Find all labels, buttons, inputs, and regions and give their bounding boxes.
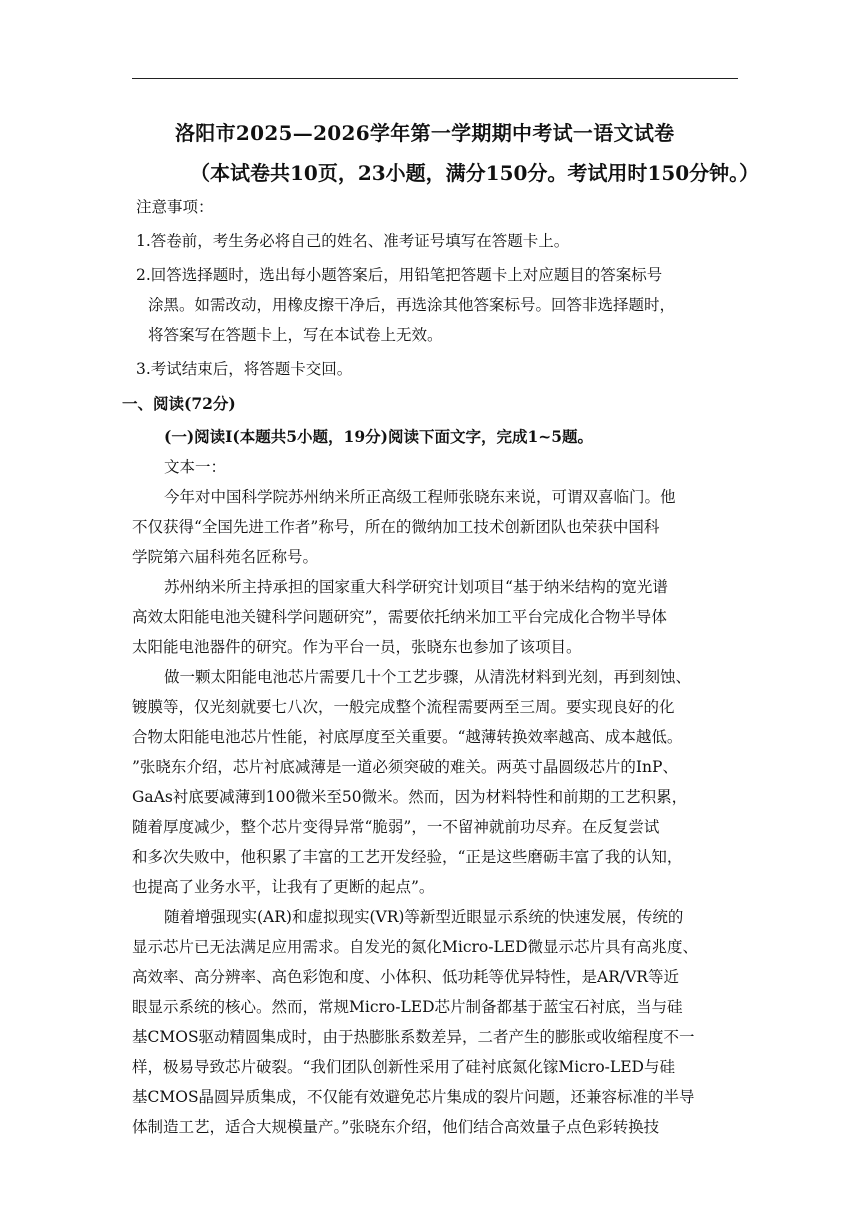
paragraph-line: 镀膜等，仅光刻就要七八次，一般完成整个流程需要两至三周。要实现良好的化 xyxy=(132,698,675,716)
paragraph-line: 高效率、高分辨率、高色彩饱和度、小体积、低功耗等优异特性，是AR/VR等近 xyxy=(132,968,679,986)
paragraph-line: 不仅获得“全国先进工作者”称号，所在的微纳加工技术创新团队也荣获中国科 xyxy=(132,518,660,536)
notice-item-1: 1.答卷前，考生务必将自己的姓名、准考证号填写在答题卡上。 xyxy=(136,232,570,250)
paragraph-line: 样，极易导致芯片破裂。“我们团队创新性采用了硅衬底氮化镓Micro-LED与硅 xyxy=(132,1058,675,1076)
paragraph-line: 随着增强现实(AR)和虚拟现实(VR)等新型近眼显示系统的快速发展，传统的 xyxy=(164,908,684,926)
paragraph-line: 高效太阳能电池关键科学问题研究”，需要依托纳米加工平台完成化合物半导体 xyxy=(132,608,667,626)
top-rule xyxy=(132,78,738,79)
text-label: 文本一： xyxy=(164,458,227,476)
paragraph-line: 基CMOS晶圆异质集成，不仅能有效避免芯片集成的裂片问题，还兼容标准的半导 xyxy=(132,1088,695,1106)
notice-item-2-line-2: 涂黑。如需改动，用橡皮擦干净后，再选涂其他答案标号。回答非选择题时， xyxy=(148,296,676,314)
paragraph-line: 学院第六届科苑名匠称号。 xyxy=(132,548,319,566)
notice-heading: 注意事项： xyxy=(136,198,214,216)
paragraph-line: 也提高了业务水平，让我有了更断的起点”。 xyxy=(132,878,435,896)
notice-item-2-line-1: 2.回答选择题时，选出每小题答案后，用铅笔把答题卡上对应题目的答案标号 xyxy=(136,266,663,284)
exam-info: （本试卷共10页，23小题，满分150分。考试用时150分钟。） xyxy=(190,161,760,185)
paragraph-line: 今年对中国科学院苏州纳米所正高级工程师张晓东来说，可谓双喜临门。他 xyxy=(164,488,676,506)
notice-item-2-line-3: 将答案写在答题卡上，写在本试卷上无效。 xyxy=(148,326,443,344)
paragraph-line: GaAs衬底要减薄到100微米至50微米。然而，因为材料特性和前期的工艺积累， xyxy=(132,788,688,806)
paragraph-line: 眼显示系统的核心。然而，常规Micro-LED芯片制备都基于蓝宝石衬底，当与硅 xyxy=(132,998,683,1016)
paragraph-line: 基CMOS驱动精圆集成时，由于热膨胀系数差异，二者产生的膨胀或收缩程度不一 xyxy=(132,1028,695,1046)
paragraph-line: 合物太阳能电池芯片性能，衬底厚度至关重要。“越薄转换效率越高、成本越低。 xyxy=(132,728,683,746)
paragraph-line: 随着厚度减少，整个芯片变得异常“脆弱”，一不留神就前功尽弃。在反复尝试 xyxy=(132,818,660,836)
section-sub-heading: (一)阅读I(本题共5小题，19分)阅读下面文字，完成1~5题。 xyxy=(164,427,593,446)
paragraph-line: 体制造工艺，适合大规模量产。”张晓东介绍，他们结合高效量子点色彩转换技 xyxy=(132,1118,660,1136)
paragraph-line: 做一颗太阳能电池芯片需要几十个工艺步骤，从清洗材料到光刻，再到刻蚀、 xyxy=(164,668,692,686)
paragraph-line: 和多次失败中，他积累了丰富的工艺开发经验，“正是这些磨砺丰富了我的认知， xyxy=(132,848,683,866)
section-heading: 一、阅读(72分) xyxy=(122,394,236,413)
paragraph-line: 苏州纳米所主持承担的国家重大科学研究计划项目“基于纳米结构的宽光谱 xyxy=(164,578,668,596)
page-title: 洛阳市2025—2026学年第一学期期中考试一语文试卷 xyxy=(175,121,675,145)
paragraph-line: ”张晓东介绍，芯片衬底减薄是一道必须突破的难关。两英寸晶圆级芯片的InP、 xyxy=(132,758,678,776)
paragraph-line: 太阳能电池器件的研究。作为平台一员，张晓东也参加了该项目。 xyxy=(132,638,582,656)
notice-item-3: 3.考试结束后，将答题卡交回。 xyxy=(136,360,353,378)
paragraph-line: 显示芯片已无法满足应用需求。自发光的氮化Micro-LED微显示芯片具有高兆度、 xyxy=(132,938,699,956)
